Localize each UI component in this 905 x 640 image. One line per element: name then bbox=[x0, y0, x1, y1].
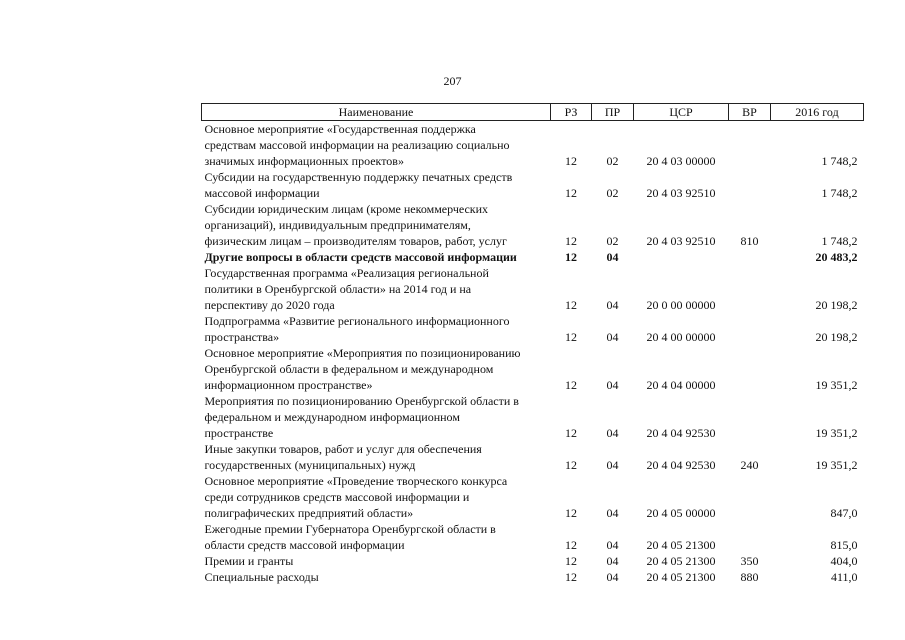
page-number: 207 bbox=[443, 74, 462, 88]
row-amount: 20 198,2 bbox=[815, 298, 858, 312]
budget-table bbox=[201, 103, 864, 585]
row-vr bbox=[729, 345, 771, 393]
row-pr: 04 bbox=[606, 378, 619, 392]
row-vr bbox=[729, 313, 771, 345]
row-name-line: Подпрограмма «Развитие регионального информационного bbox=[204, 314, 510, 328]
row-vr bbox=[729, 393, 771, 441]
row-name-line: информационном пространстве» bbox=[204, 378, 373, 392]
row-name-line: Государственная программа «Реализация региональной bbox=[204, 266, 489, 280]
row-name-line: массовой информации bbox=[204, 186, 320, 200]
row-pr: 04 bbox=[606, 570, 619, 584]
row-csr: 20 4 05 21300 bbox=[646, 570, 716, 584]
row-pr: 04 bbox=[606, 554, 619, 568]
row-csr: 20 4 05 00000 bbox=[646, 506, 716, 520]
table-row bbox=[202, 169, 864, 201]
row-vr: 880 bbox=[740, 570, 759, 584]
row-name bbox=[202, 393, 551, 441]
row-rz: 12 bbox=[565, 458, 577, 472]
row-name bbox=[202, 441, 551, 473]
row-csr: 20 4 00 00000 bbox=[646, 330, 716, 344]
row-csr: 20 4 03 92510 bbox=[646, 186, 716, 200]
row-name-line: среди сотрудников средств массовой информации и bbox=[204, 490, 470, 504]
table-body bbox=[202, 121, 864, 586]
row-name bbox=[202, 249, 551, 265]
row-amount: 1 748,2 bbox=[821, 234, 858, 248]
table-row bbox=[202, 121, 864, 170]
row-vr: 350 bbox=[740, 554, 759, 568]
row-name-line: Другие вопросы в области средств массовой информации bbox=[204, 250, 517, 264]
row-pr: 02 bbox=[606, 154, 619, 168]
row-name-line: Ежегодные премии Губернатора Оренбургской области в bbox=[204, 522, 496, 536]
row-name-line: пространства» bbox=[204, 330, 280, 344]
row-rz: 12 bbox=[565, 570, 577, 584]
row-rz: 12 bbox=[565, 234, 577, 248]
row-vr bbox=[729, 473, 771, 521]
row-name bbox=[202, 473, 551, 521]
row-amount: 815,0 bbox=[830, 538, 858, 552]
row-pr: 04 bbox=[606, 330, 619, 344]
row-name bbox=[202, 201, 551, 249]
row-amount: 19 351,2 bbox=[815, 426, 858, 440]
row-vr: 240 bbox=[740, 458, 759, 472]
row-name-line: Премии и гранты bbox=[204, 554, 294, 568]
table-row bbox=[202, 441, 864, 473]
row-csr: 20 4 04 00000 bbox=[646, 378, 716, 392]
table-row bbox=[202, 249, 864, 265]
row-pr: 02 bbox=[606, 186, 619, 200]
row-vr bbox=[729, 169, 771, 201]
row-csr: 20 0 00 00000 bbox=[646, 298, 716, 312]
row-amount: 1 748,2 bbox=[821, 154, 858, 168]
row-name-line: государственных (муниципальных) нужд bbox=[204, 458, 416, 472]
row-csr: 20 4 03 00000 bbox=[646, 154, 716, 168]
row-pr: 04 bbox=[606, 458, 619, 472]
table-row bbox=[202, 569, 864, 585]
row-amount: 404,0 bbox=[830, 554, 858, 568]
row-vr bbox=[729, 521, 771, 553]
row-vr bbox=[729, 249, 771, 265]
row-csr bbox=[634, 249, 729, 265]
row-csr: 20 4 04 92530 bbox=[646, 458, 716, 472]
row-name bbox=[202, 553, 551, 569]
header-vr: ВР bbox=[729, 104, 771, 121]
row-pr: 04 bbox=[606, 506, 619, 520]
row-name bbox=[202, 569, 551, 585]
row-name bbox=[202, 313, 551, 345]
row-pr: 04 bbox=[606, 426, 619, 440]
row-name-line: федеральном и международном информационном bbox=[204, 410, 460, 424]
row-pr: 04 bbox=[606, 538, 619, 552]
row-rz: 12 bbox=[565, 330, 577, 344]
row-amount: 20 198,2 bbox=[815, 330, 858, 344]
table-row bbox=[202, 521, 864, 553]
row-rz: 12 bbox=[565, 186, 577, 200]
row-name-line: Основное мероприятие «Мероприятия по позиционированию bbox=[204, 346, 521, 360]
row-name-line: значимых информационных проектов» bbox=[204, 154, 404, 168]
row-vr bbox=[729, 265, 771, 313]
row-amount: 20 483,2 bbox=[815, 250, 858, 264]
row-rz: 12 bbox=[565, 506, 577, 520]
row-amount: 19 351,2 bbox=[815, 378, 858, 392]
row-csr: 20 4 04 92530 bbox=[646, 426, 716, 440]
row-rz: 12 bbox=[565, 378, 577, 392]
row-csr: 20 4 05 21300 bbox=[646, 554, 716, 568]
row-vr bbox=[729, 121, 771, 170]
row-amount: 411,0 bbox=[830, 570, 858, 584]
row-name-line: пространстве bbox=[204, 426, 274, 440]
row-csr: 20 4 03 92510 bbox=[646, 234, 716, 248]
table-row bbox=[202, 473, 864, 521]
row-name-line: области средств массовой информации bbox=[204, 538, 405, 552]
row-pr: 04 bbox=[606, 298, 619, 312]
row-name bbox=[202, 345, 551, 393]
table-row bbox=[202, 345, 864, 393]
row-rz: 12 bbox=[565, 298, 577, 312]
row-amount: 19 351,2 bbox=[815, 458, 858, 472]
header-csr: ЦСР bbox=[634, 104, 729, 121]
row-rz: 12 bbox=[565, 538, 577, 552]
row-name-line: Специальные расходы bbox=[204, 570, 319, 584]
row-name bbox=[202, 169, 551, 201]
table-row bbox=[202, 201, 864, 249]
header-pr: ПР bbox=[592, 104, 634, 121]
table-header bbox=[202, 104, 864, 121]
header-year: 2016 год bbox=[771, 104, 864, 121]
row-pr: 02 bbox=[606, 234, 619, 248]
row-amount: 1 748,2 bbox=[821, 186, 858, 200]
row-pr: 04 bbox=[606, 250, 619, 264]
row-name-line: политики в Оренбургской области» на 2014 год и на bbox=[204, 282, 472, 296]
row-name-line: Субсидии юридическим лицам (кроме некоммерческих bbox=[204, 202, 489, 216]
header-name: Наименование bbox=[202, 104, 551, 121]
row-rz: 12 bbox=[565, 554, 577, 568]
table-row bbox=[202, 553, 864, 569]
row-rz: 12 bbox=[565, 426, 577, 440]
row-name bbox=[202, 521, 551, 553]
row-name bbox=[202, 265, 551, 313]
row-name-line: Оренбургской области в федеральном и международном bbox=[204, 362, 494, 376]
row-name-line: физическим лицам – производителям товаров, работ, услуг bbox=[204, 234, 507, 248]
row-name-line: Основное мероприятие «Проведение творческого конкурса bbox=[204, 474, 508, 488]
row-name-line: Иные закупки товаров, работ и услуг для обеспечения bbox=[204, 442, 482, 456]
row-rz: 12 bbox=[565, 154, 577, 168]
row-rz: 12 bbox=[565, 250, 577, 264]
header-rz: РЗ bbox=[551, 104, 592, 121]
row-name-line: перспективу до 2020 года bbox=[204, 298, 335, 312]
row-name-line: Субсидии на государственную поддержку печатных средств bbox=[204, 170, 513, 184]
table-row bbox=[202, 265, 864, 313]
row-name-line: Мероприятия по позиционированию Оренбургской области в bbox=[204, 394, 519, 408]
table-row bbox=[202, 313, 864, 345]
row-name-line: организаций), индивидуальным предпринимателям, bbox=[204, 218, 471, 232]
row-name-line: средствам массовой информации на реализацию социально bbox=[204, 138, 510, 152]
row-name-line: полиграфических предприятий области» bbox=[204, 506, 414, 520]
row-csr: 20 4 05 21300 bbox=[646, 538, 716, 552]
row-name-line: Основное мероприятие «Государственная поддержка bbox=[204, 122, 476, 136]
row-amount: 847,0 bbox=[830, 506, 858, 520]
table-row bbox=[202, 393, 864, 441]
row-vr: 810 bbox=[740, 234, 759, 248]
row-name bbox=[202, 121, 551, 170]
